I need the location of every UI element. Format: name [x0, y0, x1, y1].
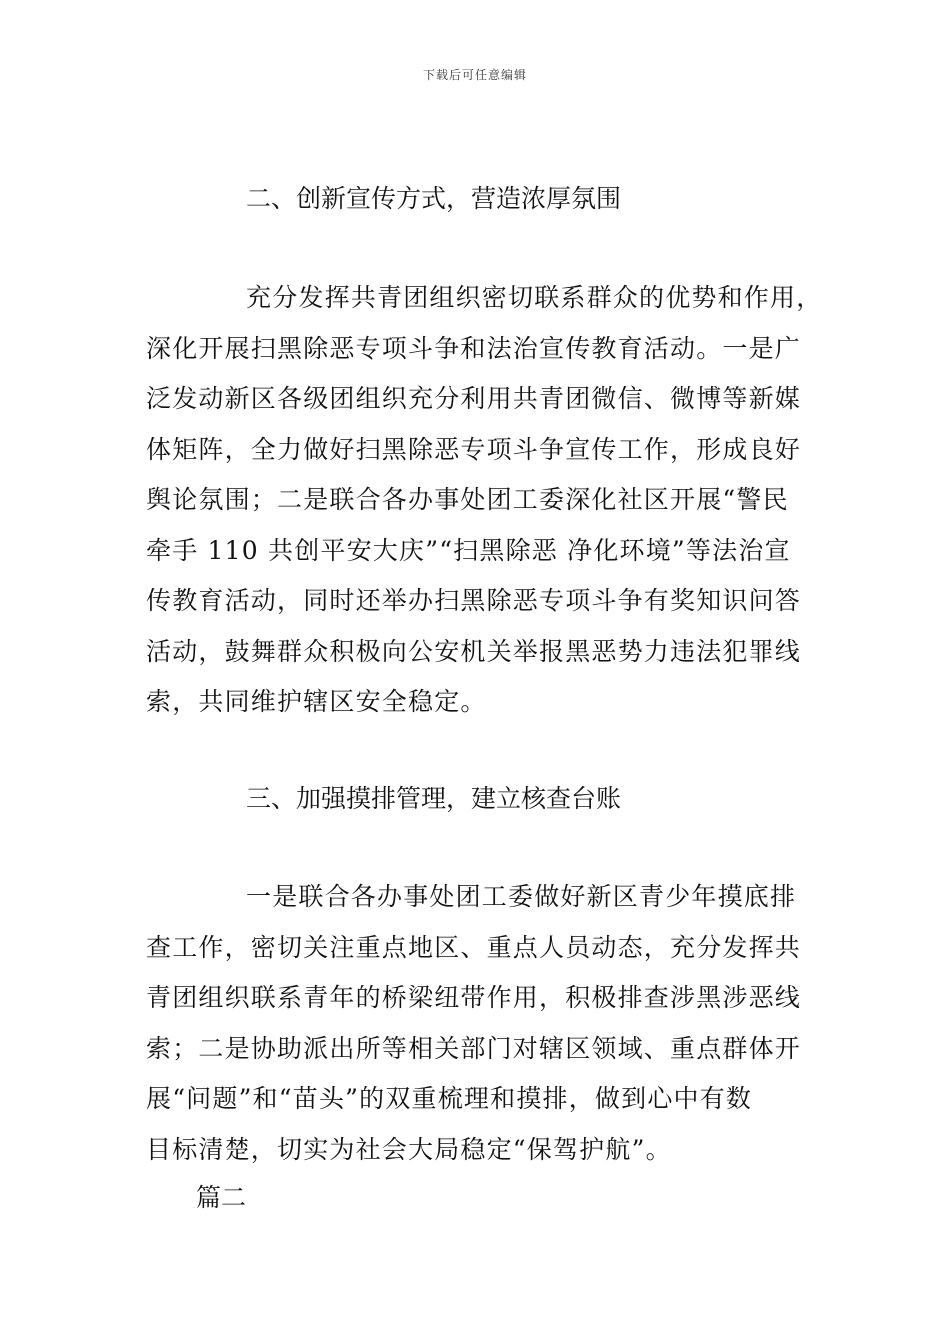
next-section-label: 篇二 — [196, 1183, 247, 1212]
paragraph-line: 活动，鼓舞群众积极向公安机关举报黑恶势力违法犯罪线 — [146, 636, 802, 666]
section-paragraph-3 — [146, 872, 826, 1175]
paragraph-line: 充分发挥共青团组织密切联系群众的优势和作用， — [246, 283, 823, 312]
paragraph-line: 索；二是协助派出所等相关部门对辖区领域、重点群体开 — [146, 1033, 802, 1063]
paragraph-line: 舆论氛围；二是联合各办事处团工委深化社区开展“警民 — [146, 485, 789, 514]
paragraph-line: 泛发动新区各级团组织充分利用共青团微信、微博等新媒 — [146, 384, 802, 413]
section-paragraph-2 — [146, 273, 826, 728]
paragraph-line: 目标清楚，切实为社会大局稳定“保驾护航”。 — [146, 1134, 672, 1164]
section-heading-3: 三、加强摸排管理，建立核查台账 — [246, 784, 622, 813]
paragraph-line: 牵手 110 共创平安大庆”“扫黑除恶 净化环境”等法治宣 — [146, 535, 791, 565]
paragraph-line: 深化开展扫黑除恶专项斗争和法治宣传教育活动。一是广 — [146, 333, 802, 363]
section-heading-2: 二、创新宣传方式，营造浓厚氛围 — [246, 184, 622, 213]
paragraph-line: 一是联合各办事处团工委做好新区青少年摸底排 — [246, 882, 797, 911]
paragraph-line: 体矩阵，全力做好扫黑除恶专项斗争宣传工作，形成良好 — [146, 434, 802, 464]
paragraph-line: 索，共同维护辖区安全稳定。 — [146, 687, 487, 716]
paragraph-line: 查工作，密切关注重点地区、重点人员动态，充分发挥共 — [146, 932, 802, 962]
paragraph-line: 展“问题”和“苗头”的双重梳理和摸排，做到心中有数 — [146, 1084, 753, 1113]
paragraph-line: 青团组织联系青年的桥梁纽带作用，积极排查涉黑涉恶线 — [146, 983, 802, 1012]
paragraph-line: 传教育活动，同时还举办扫黑除恶专项斗争有奖知识问答 — [146, 586, 802, 615]
header-note: 下载后可任意编辑 — [422, 68, 527, 82]
